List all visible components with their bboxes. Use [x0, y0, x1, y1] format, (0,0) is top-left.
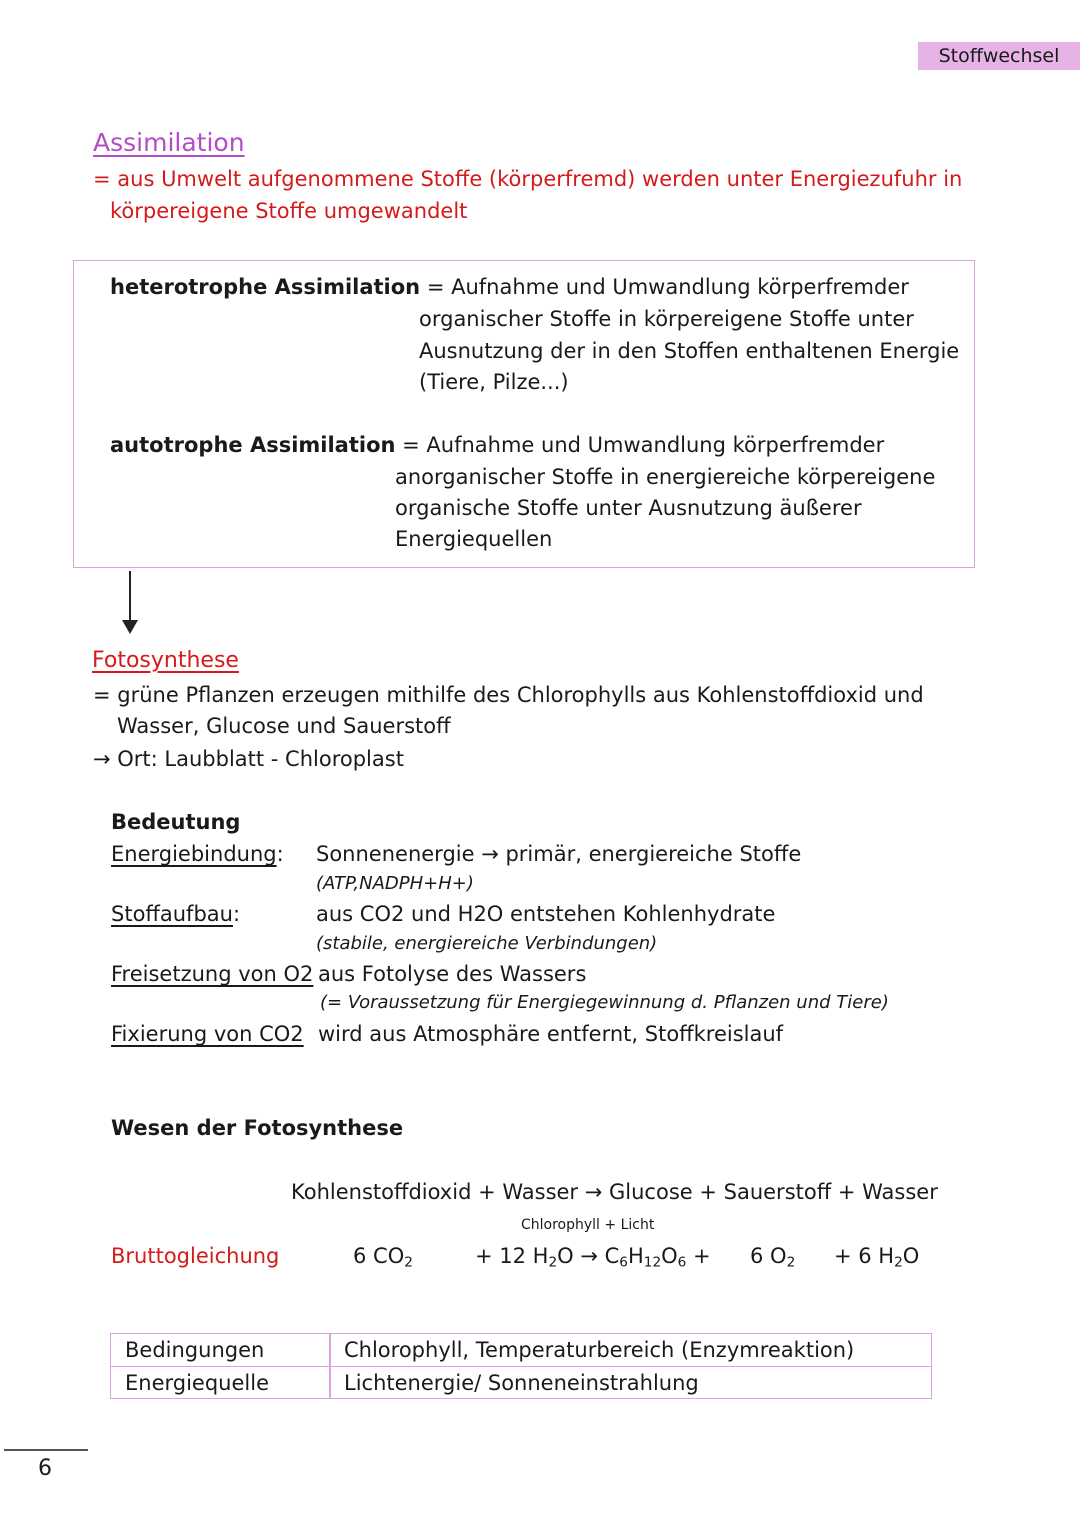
- autotroph-text-line1: Aufnahme und Umwandlung körperfremder: [426, 433, 885, 457]
- term-6co2-text: 6 CO: [353, 1244, 405, 1268]
- heterotroph-line: [110, 271, 909, 303]
- stoffaufbau-note: (stabile, energiereiche Verbindungen): [316, 933, 658, 954]
- conditions-key: Bedingungen: [125, 1338, 265, 1362]
- bruttogleichung-label: Bruttogleichung: [111, 1244, 280, 1268]
- term-6o2: [750, 1240, 795, 1278]
- page-number: 6: [38, 1456, 52, 1481]
- term-6o2-text: 6 O: [750, 1244, 787, 1268]
- conditions-value: Chlorophyll, Temperaturbereich (Enzymreaktion): [344, 1338, 855, 1362]
- term-o-arrow-c: O → C: [557, 1244, 620, 1268]
- conditions-key: Energiequelle: [125, 1371, 269, 1395]
- heterotroph-text-line2: organischer Stoffe in körpereigene Stoffe unter: [419, 307, 914, 331]
- freisetzung-text: aus Fotolyse des Wassers: [318, 962, 587, 986]
- fotosynthese-title: Fotosynthese: [92, 648, 239, 673]
- term-6h2o: [834, 1240, 919, 1278]
- term-plus: +: [686, 1244, 711, 1268]
- footer-divider: [4, 1449, 88, 1451]
- term-c6-sub: 6: [619, 1254, 628, 1271]
- heterotroph-text-line3: Ausnutzung der in den Stoffen enthaltenen Energie: [419, 339, 960, 363]
- energiebindung-label: Energiebindung: [111, 842, 277, 866]
- heterotroph-eq: =: [420, 275, 452, 299]
- freisetzung-label: Freisetzung von O2: [111, 962, 314, 986]
- term-6co2-sub: 2: [404, 1254, 413, 1271]
- fotosynthese-ort: → Ort: Laubblatt - Chloroplast: [93, 747, 404, 771]
- term-h2o-sub: 2: [894, 1254, 903, 1271]
- conditions-table: [110, 1333, 932, 1399]
- conditions-column-divider: [329, 1334, 331, 1398]
- assimilation-definition-line1: = aus Umwelt aufgenommene Stoffe (körperfremd) werden unter Energiezufuhr in: [93, 167, 963, 191]
- term-o: O: [661, 1244, 678, 1268]
- heterotroph-term: heterotrophe Assimilation: [110, 275, 421, 299]
- energiebindung-colon: :: [276, 842, 284, 866]
- term-h12-sub: 12: [643, 1254, 662, 1271]
- word-equation: Kohlenstoffdioxid + Wasser → Glucose + Sauerstoff + Wasser: [291, 1180, 938, 1204]
- energiebindung-note: (ATP,NADPH+H+): [316, 873, 474, 894]
- fotosynthese-definition-line2: Wasser, Glucose und Sauerstoff: [117, 714, 451, 738]
- fotosynthese-definition-line1: = grüne Pflanzen erzeugen mithilfe des Chlorophylls aus Kohlenstoffdioxid und: [93, 683, 924, 707]
- term-12h-text: + 12 H: [475, 1244, 549, 1268]
- conditions-row: [111, 1366, 931, 1399]
- down-arrow-line: [129, 571, 131, 623]
- wesen-title: Wesen der Fotosynthese: [111, 1116, 404, 1140]
- term-o6-sub: 6: [677, 1254, 687, 1271]
- heterotroph-text-line1: Aufnahme und Umwandlung körperfremder: [451, 275, 909, 299]
- term-h2o-o: O: [902, 1244, 920, 1268]
- term-h2-sub: 2: [548, 1254, 558, 1271]
- stoffaufbau-colon: :: [232, 902, 241, 926]
- autotroph-text-line3: organische Stoffe unter Ausnutzung äußerer: [395, 496, 862, 520]
- bedeutung-title: Bedeutung: [111, 810, 241, 834]
- term-6h-text: + 6 H: [834, 1244, 895, 1268]
- term-o2-sub: 2: [786, 1254, 796, 1271]
- heterotroph-text-line4: (Tiere, Pilze...): [419, 370, 569, 394]
- assimilation-title: Assimilation: [93, 128, 245, 157]
- autotroph-term: autotrophe Assimilation: [110, 433, 396, 457]
- autotroph-text-line4: Energiequellen: [395, 527, 553, 551]
- term-12h2o-glucose: [475, 1240, 711, 1278]
- autotroph-line: [110, 429, 884, 461]
- stoffaufbau-label: Stoffaufbau: [111, 902, 233, 926]
- reaction-condition-note: Chlorophyll + Licht: [521, 1217, 655, 1233]
- conditions-row: [111, 1334, 931, 1366]
- fixierung-label: Fixierung von CO2: [111, 1022, 304, 1046]
- energiebindung-label-wrap: [111, 838, 284, 870]
- stoffaufbau-text: aus CO2 und H2O entstehen Kohlenhydrate: [316, 902, 776, 926]
- fixierung-text: wird aus Atmosphäre entfernt, Stoffkreislauf: [318, 1022, 784, 1046]
- stoffaufbau-label-wrap: [111, 898, 240, 930]
- term-6co2: [353, 1240, 413, 1278]
- term-h: H: [627, 1244, 644, 1268]
- assimilation-definition-line2: körpereigene Stoffe umgewandelt: [110, 199, 468, 223]
- down-arrow-icon: [122, 620, 138, 634]
- conditions-value: Lichtenergie/ Sonneneinstrahlung: [344, 1371, 699, 1395]
- energiebindung-text: Sonnenenergie → primär, energiereiche Stoffe: [316, 842, 802, 866]
- autotroph-eq: =: [395, 433, 427, 457]
- section-tag: Stoffwechsel: [918, 42, 1080, 70]
- freisetzung-note: (= Voraussetzung für Energiegewinnung d. Pflanzen und Tiere): [320, 992, 889, 1013]
- autotroph-text-line2: anorganischer Stoffe in energiereiche körpereigene: [395, 465, 936, 489]
